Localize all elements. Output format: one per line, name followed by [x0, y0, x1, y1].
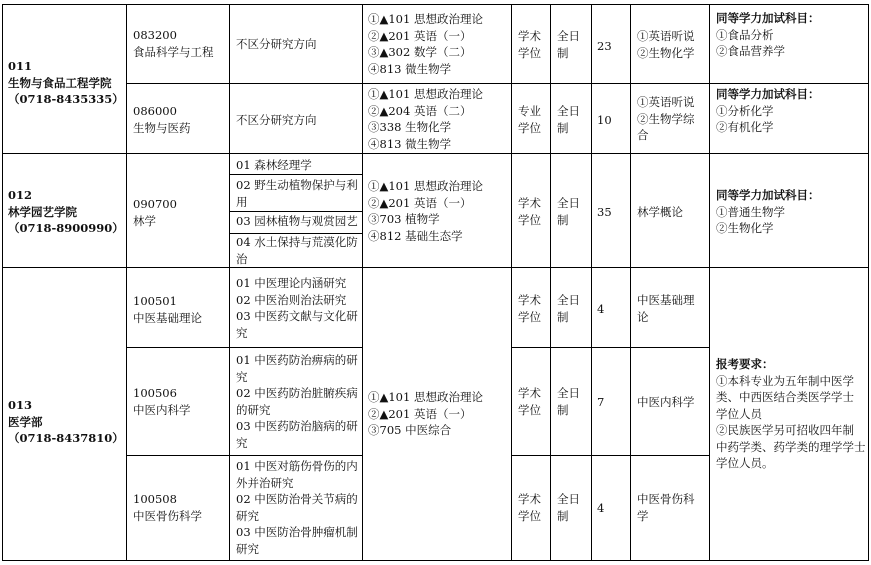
- degree-type-line: 学术: [518, 492, 541, 506]
- direction-item: 02 中医药防治脏腑疾病: [236, 386, 358, 400]
- notes-item: ①本科专业为五年制中医学: [716, 373, 854, 388]
- quota: 35: [597, 205, 612, 219]
- quota: 7: [597, 395, 605, 409]
- retest-item: 中医基础理: [637, 293, 695, 307]
- exam-item: ②▲201 英语（一）: [368, 28, 472, 43]
- retest-item: ①英语听说: [637, 29, 695, 43]
- college-cell: [8, 187, 124, 237]
- direction-item: 01 中医药防治痹病的研: [236, 353, 358, 367]
- study-mode-line: 全日: [557, 104, 580, 118]
- retest-cell: [637, 94, 695, 144]
- notes-item: 类、中西医结合类医学学士: [716, 390, 854, 404]
- degree-type-line: 学术: [518, 196, 541, 210]
- direction-item: 不区分研究方向: [236, 37, 317, 51]
- degree-type-line: 学位: [518, 45, 541, 60]
- exam-item: ①▲101 思想政治理论: [368, 12, 483, 26]
- exam-item: ①▲101 思想政治理论: [368, 390, 483, 404]
- notes-item: 中药学类、药学类的理学学士: [716, 439, 866, 454]
- degree-type: [518, 292, 541, 325]
- degree-type-line: 学位: [518, 309, 541, 324]
- exam-item: ④812 基础生态学: [368, 228, 463, 243]
- retest-item: ②生物学综: [637, 111, 695, 126]
- direction-item: 03 中医药防治脑病的研: [236, 419, 358, 433]
- retest-item: 论: [637, 309, 649, 324]
- exam-item: ②▲201 英语（一）: [368, 406, 472, 421]
- direction-item: 用: [236, 194, 248, 209]
- retest-item: 中医内科学: [637, 395, 695, 409]
- major-cell: [133, 385, 191, 418]
- major-name: 林学: [133, 213, 156, 228]
- major-cell: [133, 196, 177, 229]
- study-mode: [557, 195, 580, 228]
- quota: 23: [597, 39, 612, 53]
- study-mode-line: 全日: [557, 196, 580, 210]
- retest-item: ②生物化学: [637, 45, 695, 60]
- retest-cell: [637, 491, 695, 524]
- college-name: 医学部: [8, 414, 43, 429]
- retest-cell: [637, 394, 695, 411]
- major-name: 生物与医药: [133, 120, 191, 135]
- direction-item: 02 中医防治骨关节病的: [236, 492, 358, 506]
- degree-type-line: 专业: [518, 104, 541, 118]
- major-code: 100506: [133, 386, 177, 400]
- direction-cell: [236, 112, 317, 129]
- exam-item: ①▲101 思想政治理论: [368, 87, 483, 101]
- exam-item: ①▲101 思想政治理论: [368, 179, 483, 193]
- notes-item: 学位人员: [716, 406, 762, 421]
- exam-item: ②▲201 英语（一）: [368, 195, 472, 210]
- retest-cell: [637, 204, 683, 221]
- major-cell: [133, 491, 202, 524]
- direction-item: 研究: [236, 508, 259, 523]
- direction-item: 究: [236, 435, 248, 450]
- notes-title: 同等学力加试科目：: [716, 87, 820, 101]
- major-code: 086000: [133, 104, 177, 118]
- direction-item: 不区分研究方向: [236, 113, 317, 127]
- direction-item: 研究: [236, 541, 259, 556]
- degree-type-line: 学位: [518, 120, 541, 135]
- exam-cell: [368, 11, 483, 77]
- quota: 4: [597, 302, 605, 316]
- direction-cell: [236, 234, 358, 267]
- notes-item: ①分析化学: [716, 103, 774, 118]
- retest-cell: [637, 292, 695, 325]
- retest-item: 合: [637, 128, 649, 142]
- direction-item: 03 中医药文献与文化研: [236, 309, 358, 323]
- direction-item: 02 野生动植物保护与利: [236, 178, 358, 192]
- study-mode-line: 全日: [557, 386, 580, 400]
- college-code: 013: [8, 398, 33, 412]
- direction-item: 03 园林植物与观赏园艺: [236, 214, 358, 228]
- direction-item: 01 中医对筋伤骨伤的内: [236, 459, 358, 473]
- college-name: 生物与食品工程学院: [8, 75, 112, 90]
- study-mode: [557, 491, 580, 524]
- study-mode: [557, 385, 580, 418]
- major-cell: [133, 103, 191, 136]
- direction-item: 04 水土保持与荒漠化防: [236, 235, 358, 249]
- direction-item: 03 中医防治骨肿瘤机制: [236, 525, 358, 539]
- degree-type-line: 学术: [518, 293, 541, 307]
- direction-item: 治: [236, 251, 248, 266]
- degree-type: [518, 195, 541, 228]
- college-cell: [8, 58, 124, 108]
- retest-item: 学: [637, 508, 649, 523]
- exam-item: ③338 生物化学: [368, 120, 452, 134]
- direction-cell: [236, 458, 358, 557]
- study-mode: [557, 28, 580, 61]
- direction-item: 01 森林经理学: [236, 158, 312, 172]
- degree-type-line: 学位: [518, 402, 541, 417]
- study-mode: [557, 292, 580, 325]
- retest-item: 中医骨伤科: [637, 492, 695, 506]
- exam-item: ③703 植物学: [368, 212, 440, 226]
- study-mode-line: 制: [557, 120, 569, 135]
- major-code: 100501: [133, 294, 177, 308]
- notes-item: ②生物化学: [716, 221, 774, 235]
- exam-item: ④813 微生物学: [368, 61, 452, 76]
- direction-cell: [236, 275, 358, 341]
- exam-item: ③▲302 数学（二）: [368, 45, 472, 59]
- exam-cell: [368, 389, 483, 439]
- direction-cell: [236, 352, 358, 451]
- major-cell: [133, 27, 214, 60]
- study-mode-line: 制: [557, 508, 569, 523]
- degree-type-line: 学术: [518, 29, 541, 43]
- direction-cell: [236, 36, 317, 53]
- notes-cell: [716, 10, 820, 60]
- notes-item: ①食品分析: [716, 27, 774, 42]
- quota: 4: [597, 501, 605, 515]
- college-phone: （0718-8437810）: [8, 431, 124, 445]
- exam-item: ④813 微生物学: [368, 136, 452, 151]
- study-mode-line: 制: [557, 402, 569, 417]
- exam-item: ②▲204 英语（二）: [368, 103, 472, 118]
- major-code: 083200: [133, 28, 177, 42]
- notes-cell: [716, 187, 820, 237]
- exam-cell: [368, 86, 483, 152]
- college-code: 012: [8, 188, 33, 202]
- degree-type: [518, 28, 541, 61]
- direction-item: 02 中医治则治法研究: [236, 292, 347, 307]
- direction-cell: [236, 177, 358, 210]
- major-name: 中医内科学: [133, 402, 191, 417]
- degree-type-line: 学术: [518, 386, 541, 400]
- major-code: 090700: [133, 197, 177, 211]
- college-name: 林学园艺学院: [8, 204, 77, 219]
- quota: 10: [597, 113, 612, 127]
- notes-cell: [716, 86, 820, 136]
- direction-item: 究: [236, 369, 248, 384]
- notes-item: ②有机化学: [716, 120, 774, 134]
- notes-title: 同等学力加试科目：: [716, 11, 820, 25]
- degree-type-line: 学位: [518, 508, 541, 523]
- direction-item: 究: [236, 325, 248, 340]
- retest-item: ①英语听说: [637, 95, 695, 109]
- direction-item: 01 中医理论内涵研究: [236, 276, 347, 290]
- degree-type-line: 学位: [518, 212, 541, 227]
- notes-item: ②食品营养学: [716, 44, 785, 58]
- major-cell: [133, 293, 202, 326]
- degree-type: [518, 491, 541, 524]
- college-code: 011: [8, 59, 33, 73]
- direction-item: 的研究: [236, 402, 271, 417]
- college-phone: （0718-8900990）: [8, 221, 124, 235]
- notes-item: ②民族医学另可招收四年制: [716, 423, 854, 437]
- study-mode: [557, 103, 580, 136]
- notes-title: 同等学力加试科目：: [716, 188, 820, 202]
- major-name: 食品科学与工程: [133, 44, 214, 59]
- notes-item: 学位人员。: [716, 456, 774, 470]
- retest-item: 林学概论: [637, 205, 683, 219]
- major-name: 中医基础理论: [133, 310, 202, 325]
- exam-cell: [368, 178, 483, 244]
- major-name: 中医骨伤科学: [133, 508, 202, 523]
- degree-type: [518, 103, 541, 136]
- study-mode-line: 全日: [557, 293, 580, 307]
- major-code: 100508: [133, 492, 177, 506]
- degree-type: [518, 385, 541, 418]
- notes-cell: [716, 356, 866, 472]
- college-cell: [8, 397, 124, 447]
- direction-item: 外并治研究: [236, 475, 294, 490]
- study-mode-line: 全日: [557, 492, 580, 506]
- notes-item: ①普通生物学: [716, 204, 785, 219]
- exam-item: ③705 中医综合: [368, 423, 452, 437]
- study-mode-line: 制: [557, 309, 569, 324]
- study-mode-line: 制: [557, 45, 569, 60]
- retest-cell: [637, 28, 695, 61]
- study-mode-line: 制: [557, 212, 569, 227]
- study-mode-line: 全日: [557, 29, 580, 43]
- college-phone: （0718-8435335）: [8, 92, 124, 106]
- notes-title: 报考要求：: [716, 357, 774, 371]
